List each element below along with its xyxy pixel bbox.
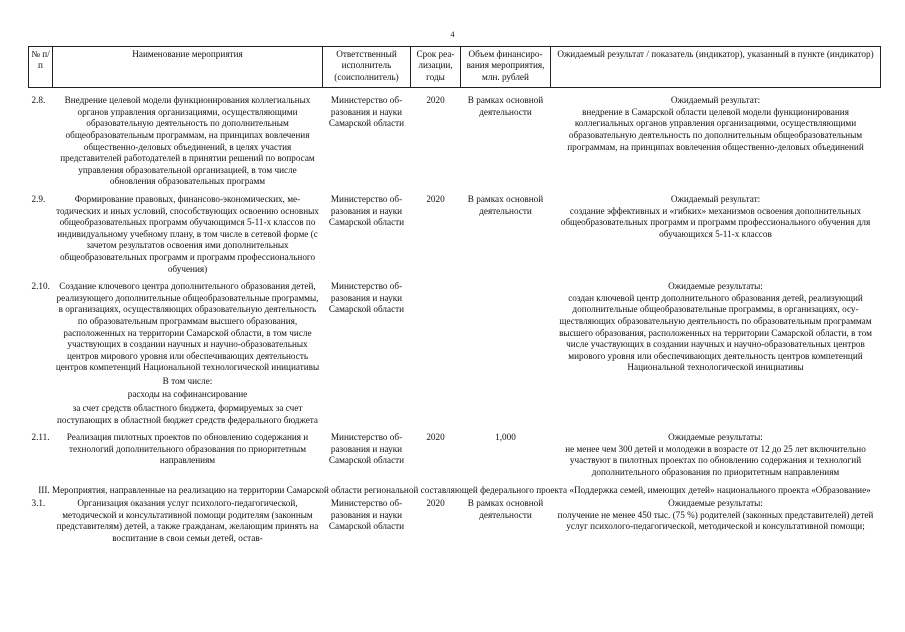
row-term: 2020 xyxy=(426,432,445,443)
subrow-regional-budget: за счет средств областного бюджета, формируемых за счет поступающих в областной бюджет средств федерального бюджета xyxy=(57,403,318,425)
header-funding: Объем финансирования мероприятия, млн. рублей xyxy=(461,47,551,88)
table-row xyxy=(29,193,881,276)
row-name: Создание ключевого центра дополнительного образования детей, реализующего дополнительные общеобразовательные программы, в организациях, осуществляющих образовательную деятельность по образовательным программам высшего образования, расположенных на территории Самарской области, в том числе участвующих в создании научных и научно-образовательных центров мирового уровня или обеспечивающих деятельность центров компетенций Национальной технологической инициативы xyxy=(55,281,320,373)
header-term: Срок реализации, годы xyxy=(411,47,461,88)
subrow-cofinancing: расходы на софинансирование xyxy=(127,389,248,400)
row-num: 2.10. xyxy=(31,281,50,292)
row-executor: Министерство образования и науки Самарской области xyxy=(328,281,405,315)
row-funding: В рамках основной деятельности xyxy=(467,193,544,216)
result-text: внедрение в Самарской области целевой модели функционирования коллегиальных органов управления организациями, осуществляющими образовательную деятельность по дополнительным общеобразовательным программам, на принципах вовлечения общественно-деловых объединений xyxy=(567,106,864,152)
table-header-row xyxy=(29,47,881,88)
header-num: № п/п xyxy=(29,47,53,88)
row-funding: В рамках основной деятельности xyxy=(467,95,544,117)
result-title: Ожидаемые результаты: xyxy=(668,498,763,509)
row-term xyxy=(411,280,461,375)
result-title: Ожидаемый результат: xyxy=(670,95,761,106)
table-subrow xyxy=(29,402,881,427)
header-name: Наименование мероприятия xyxy=(53,47,323,88)
section-row xyxy=(29,484,881,498)
table-row xyxy=(29,94,881,189)
result-text: получение не менее 450 тыс. (75 %) родителей (законных представителей) детей услуг психолого-педагогической, методической и консультативной помощи; xyxy=(557,509,874,532)
row-executor: Министерство образования и науки Самарской области xyxy=(328,432,405,466)
result-title: Ожидаемые результаты: xyxy=(668,281,763,292)
row-executor: Министерство образования и науки Самарской области xyxy=(328,95,405,129)
section-title: III. Мероприятия, направленные на реализацию на территории Самарской области региональной составляющей федерального проекта «Поддержка семей, имеющих детей» национального проекта «Образование» xyxy=(38,484,871,495)
row-name: Организация оказания услуг психолого-педагогической, методической и консультативной помощи родителям (законным представителям) детей, а также гражданам, желающим принять на воспитание в свои семьи детей, остав- xyxy=(56,498,319,543)
table-subrow xyxy=(29,388,881,402)
page-number: 4 xyxy=(450,30,455,39)
row-term: 2020 xyxy=(426,193,445,204)
measures-table xyxy=(28,46,881,546)
row-result xyxy=(551,94,881,189)
row-num: 2.8. xyxy=(31,95,46,106)
row-result xyxy=(551,431,881,479)
result-text: создание эффективных и «гибких» механизмов освоения дополнительных общеобразовательных программ и программ профессионального обучения для обучающихся 5-11-х классов xyxy=(560,205,871,239)
header-result: Ожидаемый результат / показатель (индикатор), указанный в пункте (индикатор) xyxy=(551,47,881,88)
row-executor: Министерство образования и науки Самарской области xyxy=(328,498,405,532)
row-name: Формирование правовых, финансово-экономических, методических и иных условий, способствующих освоению основных общеобразовательных программ обучающимся 5-11-х классов по индивидуальному учебному плану, в том числе в сетевой форме (с зачетом результатов освоения ими дополнительных общеобразовательных программ и программ профессионального обучения) xyxy=(56,193,319,274)
row-num: 3.1. xyxy=(31,498,46,509)
row-result xyxy=(551,497,881,545)
row-name: Реализация пилотных проектов по обновлению содержания и технологий дополнительного образования по приоритетным направлениям xyxy=(66,432,309,466)
result-title: Ожидаемые результаты: xyxy=(668,432,763,443)
row-name: Внедрение целевой модели функционирования коллегиальных органов управления организациями, осуществляющими образовательную деятельность по дополнительным общеобразовательным программам, на принципах вовлечения общественно-деловых объединений, в целях участия представителей работодателей в принятии решений по вопросам управления образовательной организацией, в том числе обновления образовательных программ xyxy=(60,95,315,187)
row-funding: 1,000 xyxy=(495,432,516,443)
row-executor: Министерство образования и науки Самарской области xyxy=(328,193,405,228)
subrow-including: В том числе: xyxy=(162,375,213,386)
row-funding xyxy=(461,280,551,375)
header-executor: Ответственный исполнитель (соисполнитель) xyxy=(323,47,411,88)
row-term: 2020 xyxy=(426,95,445,106)
row-term: 2020 xyxy=(426,498,445,509)
result-title: Ожидаемый результат: xyxy=(670,193,761,204)
row-result xyxy=(551,193,881,276)
row-funding: В рамках основной деятельности xyxy=(467,498,544,520)
row-num: 2.9. xyxy=(31,193,46,204)
result-text: не менее чем 300 детей и молодежи в возрасте от 12 до 25 лет включительно участвуют в пилотных проектах по обновлению содержания и технологий дополнительного образования по приоритетным направлениям xyxy=(565,443,866,478)
row-num: 2.11. xyxy=(31,432,50,443)
result-text: создан ключевой центр дополнительного образования детей, реализующий дополнительные общеобразовательные программы, в организациях, осуществляющих образовательную деятельность по образовательным программам высшего образования, расположенных на территории Самарской области, в том числе участвующих в создании научных и научно-образовательных центров мирового уровня или обеспечивающих деятельность центров компетенций Национальной технологической инициативы xyxy=(559,292,872,373)
table-subrow xyxy=(29,375,881,389)
row-result xyxy=(551,280,881,375)
table-row xyxy=(29,431,881,479)
table-row xyxy=(29,497,881,545)
table-row xyxy=(29,280,881,375)
